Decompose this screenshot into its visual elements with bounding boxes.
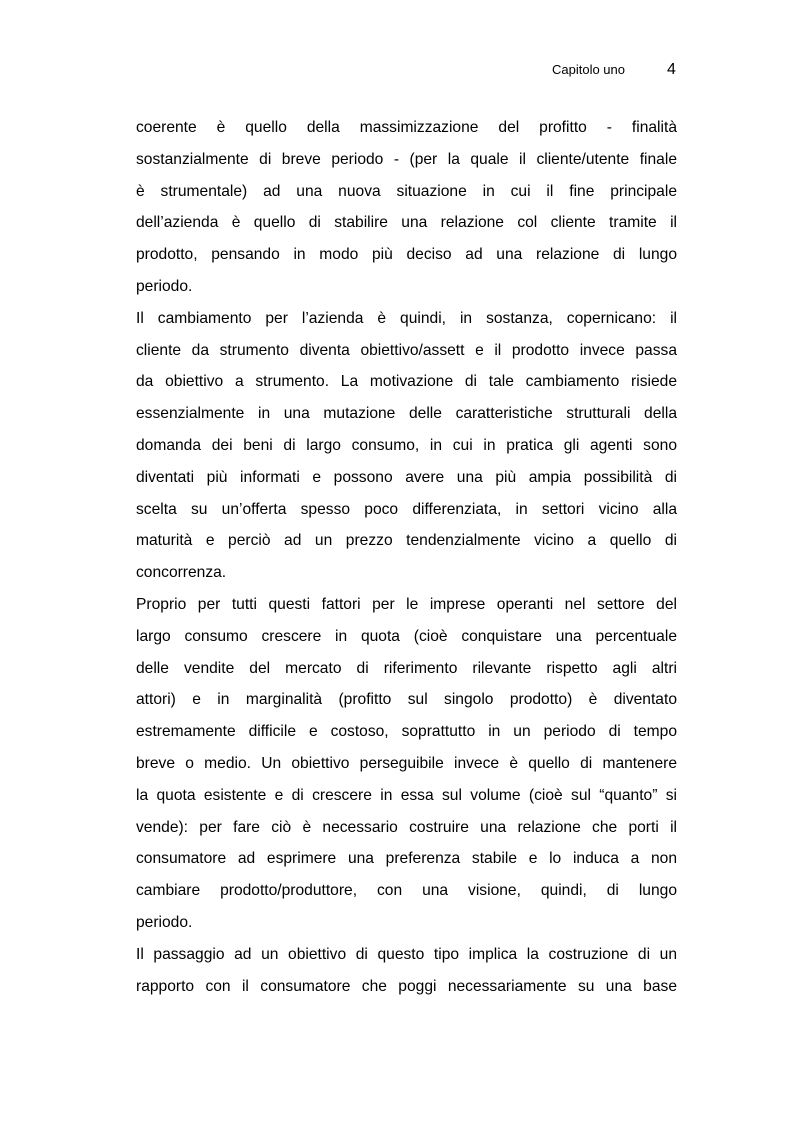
text-line: vende): per fare ciò è necessario costruire una relazione che porti il: [136, 818, 677, 836]
text-line: periodo.: [136, 913, 193, 931]
text-line: è strumentale) ad una nuova situazione in cui il fine principale: [136, 182, 677, 200]
text-line: cambiare prodotto/produttore, con una visione, quindi, di lungo: [136, 882, 677, 900]
text-line: rapporto con il consumatore che poggi necessariamente su una base: [136, 977, 677, 995]
text-line: Proprio per tutti questi fattori per le imprese operanti nel settore del: [136, 595, 677, 613]
text-line: domanda dei beni di largo consumo, in cui in pratica gli agenti sono: [136, 436, 677, 454]
text-line: coerente è quello della massimizzazione del profitto - finalità: [136, 119, 677, 136]
text-line: Il cambiamento per l’azienda è quindi, in sostanza, copernicano: il: [136, 309, 677, 327]
text-line: periodo.: [136, 277, 193, 295]
text-line: Il passaggio ad un obiettivo di questo tipo implica la costruzione di un: [136, 945, 677, 963]
text-line: estremamente difficile e costoso, soprattutto in un periodo di tempo: [136, 723, 677, 741]
text-line: largo consumo crescere in quota (cioè conquistare una percentuale: [136, 627, 677, 645]
text-line: concorrenza.: [136, 564, 227, 582]
text-line: essenzialmente in una mutazione delle caratteristiche strutturali della: [136, 405, 677, 423]
text-line: attori) e in marginalità (profitto sul singolo prodotto) è diventato: [136, 691, 677, 709]
text-line: cliente da strumento diventa obiettivo/assett e il prodotto invece passa: [136, 341, 677, 359]
text-line: maturità e perciò ad un prezzo tendenzialmente vicino a quello di: [136, 532, 677, 550]
text-line: prodotto, pensando in modo più deciso ad una relazione di lungo: [136, 246, 677, 264]
text-line: dell’azienda è quello di stabilire una relazione col cliente tramite il: [136, 214, 677, 232]
text-line: breve o medio. Un obiettivo perseguibile invece è quello di mantenere: [136, 754, 677, 772]
text-line: la quota esistente e di crescere in essa sul volume (cioè sul “quanto” si: [136, 786, 677, 804]
text-line: sostanzialmente di breve periodo - (per la quale il cliente/utente finale: [136, 150, 677, 168]
text-line: consumatore ad esprimere una preferenza stabile e lo induca a non: [136, 850, 677, 868]
text-line: da obiettivo a strumento. La motivazione di tale cambiamento risiede: [136, 373, 677, 391]
page-number: 4: [667, 61, 676, 78]
chapter-label: Capitolo uno: [552, 62, 625, 77]
running-header: [0, 61, 793, 81]
body-text: [136, 112, 677, 1002]
text-line: diventati più informati e possono avere una più ampia possibilità di: [136, 468, 677, 486]
text-line: scelta su un’offerta spesso poco differenziata, in settori vicino alla: [136, 500, 677, 518]
text-line: delle vendite del mercato di riferimento rilevante rispetto agli altri: [136, 659, 677, 677]
